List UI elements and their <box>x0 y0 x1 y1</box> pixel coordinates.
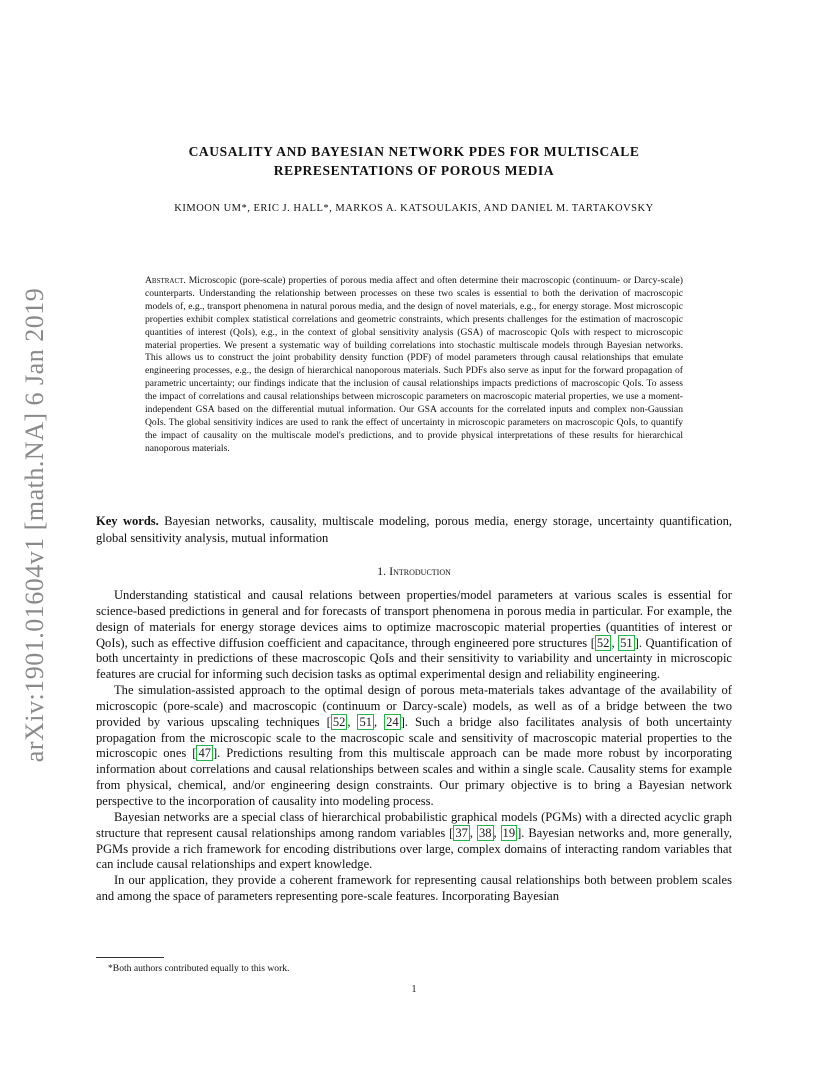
paragraph-text: Understanding statistical and causal relations between properties/model parameters at various scales is essential for science-based predictions in general and for forecasts of transport phenomena in porous media in particular. For example, the design of materials for energy storage devices aims to optimize macroscopic material properties (quantities of interest or QoIs), such as effective diffusion coefficient and capacitance, through engineered pore structures [ <box>96 588 732 650</box>
citation-separator: , <box>493 825 501 840</box>
paragraph <box>96 873 732 905</box>
citation-link[interactable]: 24 <box>386 714 399 729</box>
paragraph-text: In our application, they provide a coherent framework for representing causal relationships both between problem scales and among the space of parameters representing pore-scale features. Incorporating Bayesian <box>96 873 732 904</box>
page-number: 1 <box>411 984 417 995</box>
paper-title-line-1: CAUSALITY AND BAYESIAN NETWORK PDES FOR MULTISCALE <box>188 144 640 159</box>
abstract-label: Abstract. <box>145 275 186 286</box>
abstract-text: Microscopic (pore-scale) properties of porous media affect and often determine their macroscopic (continuum- or Darcy-scale) counterparts. Understanding the relationship between processes on these two scales is essential to both the derivation of macroscopic models of, e.g., transport phenomena in natural porous media, and the design of novel materials, e.g., for energy storage. Most microscopic properties exhibit complex statistical correlations and geometric constraints, which presents challenges for the estimation of macroscopic quantities of interest (QoIs), e.g., in the context of global sensitivity analysis (GSA) of macroscopic QoIs with respect to microscopic material properties. We present a systematic way of building correlations into stochastic multiscale models through Bayesian networks. This allows us to construct the joint probability density function (PDF) of model parameters through causal relationships that emulate engineering processes, e.g., the design of hierarchical nanoporous materials. Such PDFs also serve as input for the forward propagation of parametric uncertainty; our findings indicate that the inclusion of causal relationships impacts predictions of macroscopic QoIs. To assess the impact of correlations and causal relationships between microscopic parameters on macroscopic material properties, we use a moment-independent GSA based on the differential mutual information. Our GSA accounts for the correlated inputs and complex non-Gaussian QoIs. The global sensitivity indices are used to rank the effect of uncertainty in microscopic parameters on macroscopic QoIs, to quantify the impact of causality on the multiscale model's predictions, and to provide physical interpretations of these results for hierarchical nanoporous materials. <box>145 275 683 454</box>
citation-link[interactable]: 19 <box>502 825 516 840</box>
paper-title <box>95 142 733 180</box>
citation-separator: , <box>347 714 358 729</box>
footnote-divider <box>96 957 164 958</box>
paragraph-text: ]. Such a bridge also facilitates analysis of both uncertainty propagation from the microscopic scale to the macroscopic scale and sensitivity of macroscopic material properties to the microscopic ones [ <box>96 714 732 761</box>
paragraph-text: ]. Predictions resulting from this multiscale approach can be made more robust by incorporating information about correlations and causal relationships between scales and within a single scale. Causality stems for example from physical, chemical, and/or engineering design constraints. Our primary objective is to bring a Bayesian network perspective to the incorporation of causality into modeling process. <box>96 746 732 808</box>
arxiv-identifier-text: arXiv:1901.01604v1 [math.NA] 6 Jan 2019 <box>20 287 49 763</box>
paragraph <box>96 683 732 810</box>
keywords-text: Bayesian networks, causality, multiscale modeling, porous media, energy storage, uncertainty quantification, global sensitivity analysis, mutual information <box>96 514 732 545</box>
paragraph-text: Bayesian networks are a special class of hierarchical probabilistic graphical models (PGMs) with a directed acyclic graph structure that represent causal relationships among random variables [ <box>96 809 732 840</box>
paragraph-text: The simulation-assisted approach to the optimal design of porous meta-materials takes advantage of the availability of microscopic (pore-scale) and macroscopic (continuum or Darcy-scale) models, as well as of a bridge between the two provided by various upscaling techniques [ <box>96 683 732 729</box>
author-list: KIMOON UM*, ERIC J. HALL*, MARKOS A. KATSOULAKIS, AND DANIEL M. TARTAKOVSKY <box>174 203 654 214</box>
footnote: *Both authors contributed equally to this work. <box>108 963 290 974</box>
citation-separator: , <box>374 714 385 729</box>
citation-link[interactable]: 51 <box>359 714 373 729</box>
citation-link[interactable]: 37 <box>455 825 468 840</box>
section-title: Introduction <box>389 564 451 578</box>
keywords <box>96 513 732 547</box>
citation-separator: , <box>611 635 619 650</box>
paragraph <box>96 588 732 683</box>
citation-link[interactable]: 51 <box>620 635 633 650</box>
paragraph-text: ]. Bayesian networks and, more generally, PGMs provide a rich framework for encoding distributions over large, complex domains of interacting random variables that can include causal relationships and expert knowledge. <box>96 825 732 872</box>
section-heading <box>96 564 732 579</box>
paragraph-text: ]. Quantification of both uncertainty in predictions of these macroscopic QoIs and their sensitivity to variability and uncertainty in microscopic features are crucial for informing such decision tasks as optimal experimental design and reliability engineering. <box>96 635 732 682</box>
section-number: 1. <box>377 564 387 578</box>
keywords-label: Key words. <box>96 514 159 528</box>
abstract <box>145 275 683 456</box>
paragraph <box>96 810 732 873</box>
citation-link[interactable]: 52 <box>332 714 346 729</box>
arxiv-identifier <box>10 275 60 775</box>
citation-link[interactable]: 47 <box>198 746 211 761</box>
citation-separator: , <box>469 825 477 840</box>
paper-title-line-2: REPRESENTATIONS OF POROUS MEDIA <box>273 163 555 178</box>
citation-link[interactable]: 38 <box>478 825 492 840</box>
body-text <box>96 588 732 905</box>
citation-link[interactable]: 52 <box>596 635 610 650</box>
